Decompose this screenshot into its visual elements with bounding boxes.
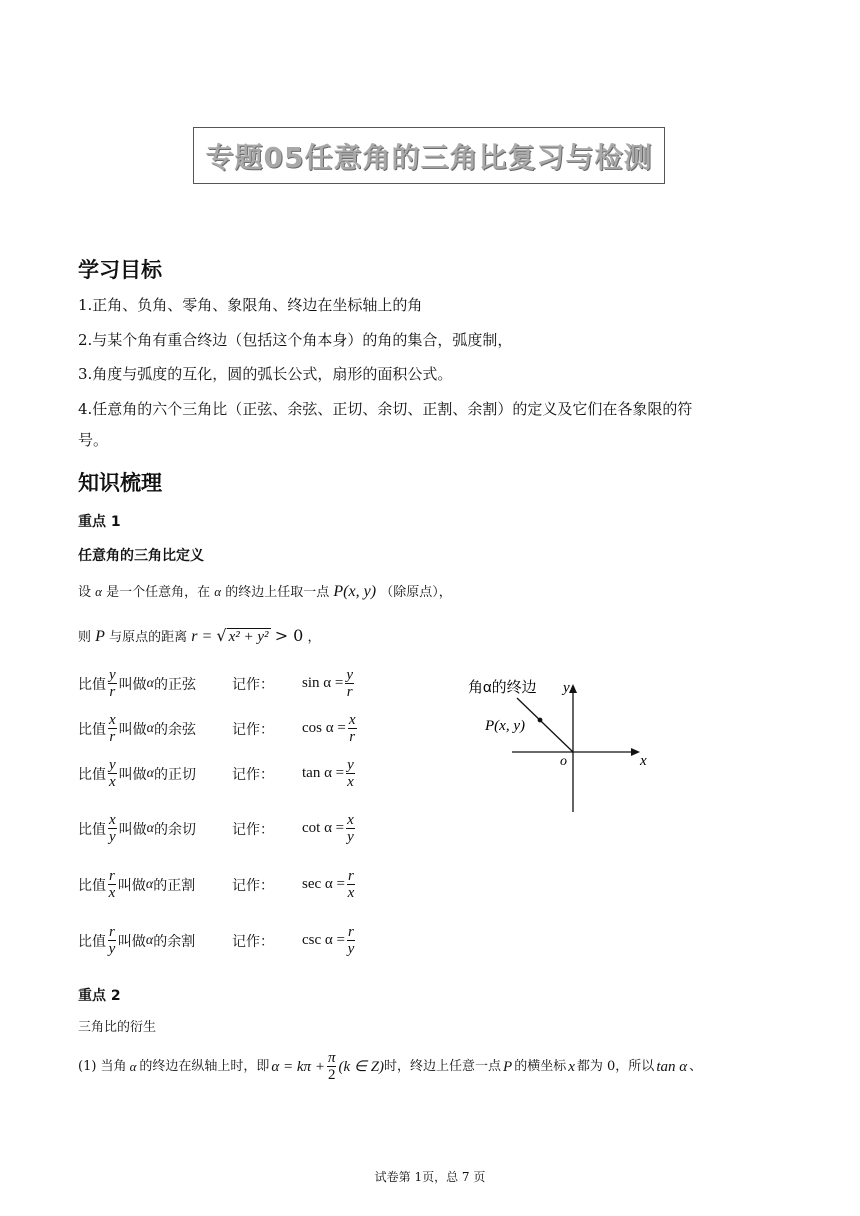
y-axis-label: y: [563, 680, 570, 696]
page-title: 专题05任意角的三角比复习与检测: [205, 140, 653, 174]
ratio-row-cos: 比值 $\frac{x}{r}$ 叫做 α 的余弦 记作： cos α = $\frac{x}{r}$: [78, 712, 356, 745]
terminal-side-line: [517, 698, 573, 752]
point-2-subtitle: 三角比的衍生: [78, 1020, 157, 1035]
point-p-dot: [538, 718, 543, 723]
goal-item-2: 2.与某个角有重合终边（包括这个角本身）的角的集合，弧度制，: [78, 331, 513, 349]
goal-item-4-cont: 号。: [78, 431, 109, 449]
ratio-row-sec: 比值 $\frac{r}{x}$ 叫做 α 的正割 记作： sec α = $\frac{r}{x}$: [78, 868, 355, 901]
goal-item-1: 1.正角、负角、零角、象限角、终边在坐标轴上的角: [78, 296, 423, 314]
y-axis-arrow-icon: [569, 684, 577, 693]
page-footer: 试卷第 1页，总 7 页: [374, 1170, 486, 1184]
point-2-label: 重点 2: [78, 988, 121, 1004]
derived-case-1: (1) 当角 α 的终边在纵轴上时，即 α = kπ + $\frac{\pi}{2}$ (k ∈ Z) 时，终边上任意一点 P 的横坐标 x 都为 0，所以 tan α 、: [78, 1050, 703, 1083]
goal-item-3: 3.角度与弧度的互化，圆的弧长公式，扇形的面积公式。: [78, 365, 453, 383]
ratio-row-tan: 比值 $\frac{y}{x}$ 叫做 α 的正切 记作： tan α = $\frac{y}{x}$: [78, 757, 354, 790]
terminal-side-diagram: [460, 668, 660, 818]
point-p-label: P(x, y): [485, 718, 525, 734]
point-1-subtitle: 任意角的三角比定义: [78, 548, 204, 564]
ratio-row-csc: 比值 $\frac{r}{y}$ 叫做 α 的余割 记作： csc α = $\frac{r}{y}$: [78, 924, 355, 957]
definition-line-1: 设 α 是一个任意角，在 α 的终边上任取一点 P(x, y) （除原点），: [78, 583, 452, 600]
section-heading-knowledge: 知识梳理: [78, 471, 162, 495]
origin-label: o: [560, 754, 567, 769]
x-axis-arrow-icon: [631, 748, 640, 756]
ratio-row-cot: 比值 $\frac{x}{y}$ 叫做 α 的余切 记作： cot α = $\frac{x}{y}$: [78, 812, 354, 845]
ratio-row-sin: 比值 $\frac{y}{r}$ 叫做 α 的正弦 记作： sin α = $\frac{y}{r}$: [78, 667, 353, 700]
x-axis-label: x: [640, 753, 647, 769]
title-box: [193, 127, 665, 184]
terminal-side-label: 角α的终边: [468, 679, 537, 696]
section-heading-goals: 学习目标: [78, 258, 162, 282]
point-1-label: 重点 1: [78, 514, 121, 530]
definition-line-2: 则 P 与原点的距离 r = √ x² + y² > 0 ，: [78, 626, 321, 645]
goal-item-4: 4.任意角的六个三角比（正弦、余弦、正切、余切、正割、余割）的定义及它们在各象限的符: [78, 400, 693, 418]
